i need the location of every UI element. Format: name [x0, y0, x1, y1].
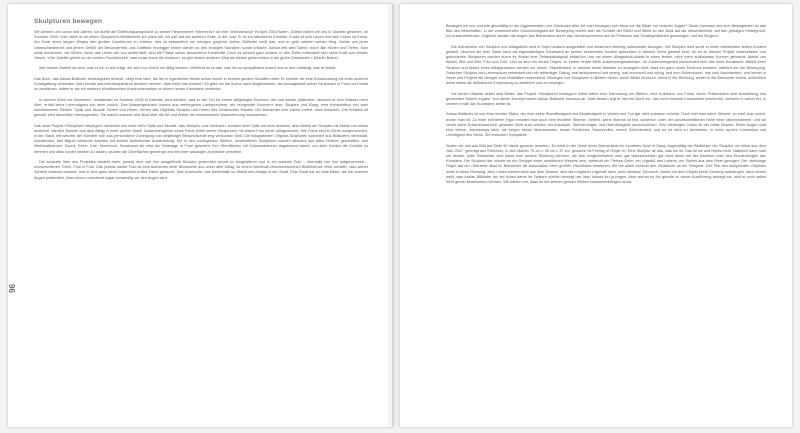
paragraph: Wer keinen Zweifel an dem, was er tut, in sich trägt, der wird zur Größe nie fähig werden. Vielleicht ist es das, was ihn so sympathisch macht und zu dem befähigt, was er leistet.	[39, 66, 337, 71]
right-body-text	[446, 24, 766, 190]
chapter-title: Skulpturen bewegen	[34, 18, 103, 25]
paragraph: Bewegen wir uns erst wie geschäftig in der Agglomeration von Gebäuden aller Art oder bewegen sich etwa nur die Bilder vor unseren Augen? Diese Inversion des sich Bewegenden ist das Bild des Nebelhaften, in der zunehmenden Geschwindigkeit der Bewegung verliert sich die Schärfe der Bilder und öffnet so den Blick auf die Wesentlichkeit, auf den geistigen Hintergrund, ein Aussichtsfenster. Zugleich werden die Augen des Betrachters durch das Verschwommene auf die Präzision des Schärfgebildeten gezwungen, auf die Skulptur.	[446, 24, 766, 39]
paragraph: In seinem Werk «in Memento», entstanden im Sommer 2008 in Disentis, wird deutlich, was er will. Ein für immer stillgelegter Brunnen, der nun wieder plätschert, obschon er kein Wasser mehr führt, erhält seine Lebendigkeit von einst zurück. Das Wassergeräusch kommt aus verborgenen Lautsprechern, ein «singender Brunnen» also: Skulptur und Klang, eine Kombination von zwei künstlerischen Medien: Optik und Akustik. Sehen und Hören; Sehen des Objektes Skulptur und Hören des Geräusches Wasser. Die Betrachter sind zuerst irritiert, dann fasziniert. Die Irritation ist gewollt, wird absichtlich hervorgerufen. Sie macht unsicher und lässt über die Art und Weise der menschlichen Wahrnehmung nachdenken.	[34, 97, 368, 118]
right-page	[400, 4, 792, 427]
paragraph: Das neue Projekt «Skulpturen bewegen» verbindet nun nicht mehr Optik und Akustik, also Skulptur und Geräusch, sondern eine Optik mit einer anderen, also Abbild der Skulptur mit Abbild von etwas anderem, nämlich Szenen aus dem Alltag in einer großen Stadt. Zusammengehen eines Fotos (einer seiner Skulpturen) mit einem Foto (einer Alltagsszene). Alle Fotos sind in Zürich aufgenommen, in der Stadt, mit welcher der Künstler sich aus persönlicher Zuneigung und vieljähriger Bekanntschaft eng verbunden fühlt. Die fotografierten Original-Skulpturen stammen aus Bütikofers Werkstatt, wunderbare, fast filigran wirkende Arbeiten mit starker ästhetischer Ausstrahlung. Die in den vorliegenden Bildern, verarbeiteten Skulpturen wurden allesamt aus alten Hölzern geschaffen, aus Weißmattstücker. Esche, Eiche, Erle, Kirschholz, Nussbaum sie wird die Vorlesage in Form gebracht, ihre Oberflächen mit Schwarzbrenner abgebrannt waren, um allen Kanten die Schärfe zu nehmen und alles runder werden zu lassen, wurden die Oberflächen geneinigt und mit einer wässrigen Acrylfarbe versehen.	[34, 123, 368, 154]
left-body-text	[34, 30, 368, 186]
paragraph: Die neuen Objekte selbst sind Bilder; das Projekt «Skulpturen bewegen» liefert daher eine Sammlung von Bildern, eine Kollektion von Fotos, deren Präsentation eine Ausstellung von gerahmten Bildern ergäbe. Von dieser Konzept wacht Adrian Bütikofer bewusst ab. Statt dessen legt er hier ein Buch vor, das nicht einzelne Kunstwerke beschreibt, vielmehr in seiner Art, in seinem Inhalt das Kunstwerk selbst ist.	[446, 91, 766, 107]
paragraph: Wir kennen uns schon seit Jahren. Ich durfte die Eröffnungsansprache zu seiner Filmpremiere «Memento» an eine Veränderung» im April 2004 halten. Zuletzt haben wir uns in Disentis gesehen, im Sommer 2009. Dort nahm er an einem Skulpturen-Wettbewerb zur place teil, ich saß auf der anderen Seite, in der Jury. Er ist ein talentierter Künstler, Kunst ist sein Leben und sein Leben ist Kunst. Am Ende eines langen Weges den großen Durchbruch zu erleben, das ist bekanntlich nur wenigen gegönnt. Adrian Bütikofer weiß das, und er geht unbeirrt seinen Weg. Nichts von jener Unbeschiedenheit und jenem Gefühl der Besonderheit, das Gottfried Honegger immer wieder an den heutigen Künstlern scharf kritisiert. Adrian lebt sein Talent, durch alle Höhen und Tiefen. Man sollte annehmen, die Höhen, wenn das Leben wie von selbst läuft, sind die Phase seiner besonderen Kreativität. Doch es scheint ganz anders: In den Tiefen entwickelt sich seine Kraft zum kreativ Neuen. «Der Zweifel gehört zu der echten Fruchtbarkeit, man muss durch die hindurch, es gibt keinen anderen Weg als diesen gefahrvollen in die große Gewissheit.» (Martin Buber)	[34, 30, 368, 61]
paragraph: Adrian Bütikofer ist von eher leichter Statur, der man seine Standfestigkeit und Beständigkeit in Wollen und Tun gar nicht zutrauen möchte. Doch hört man seine Stimme, so weiß man sofort, woran man ist. Zu einer leichteren Figur erwartet man auch eine leichtere Stimme. Gefehlt, seine Stimme ist fest, sicherlich unter der durchschnittlichen Höhe einer Männerstimme, und sie vereilt seine Entschlossenheit, gesetzte Ziele auch wirklich mit Ausdauer, Stehvermögen und Hartnäckigkeit durchzusetzen. Sein bisheriges Leben ist der beste Beweis. Seine Augen sind eher kleiner, keineswegs klein, sie zeigen etwas Verschmitztes, etwas Fröhliches, Humorvolles, innere Zufriedenheit; und es ist nicht zu übersehen, in ihnen spricht Lebenslust und Leichtigkeit des Seins. Sie erwecken Sympathie.	[446, 112, 766, 138]
book-spread	[8, 4, 792, 427]
paragraph: Wollen wir uns das Bild auf Seite 40 etwas genauer ansehen. Es setzt in der Seele eines Betrachters ein munteres Spiel in Gang. Augenfällig der Bildkörper der Skulptur, ein Werk aus dem Jahr 2007, gefertigt aus Erlenholz, in den Maßen 75 cm x 30 cm x 37 cm, genannt «A Feeling of Origin II». Eine Skulptur ist das, was sie ist. Das ist sie und nichts mehr. Natürlich kann man sie deuten, jeder Betrachter wird dabei eine andere Richtung nehmen, die sich möglicherweise oder gar wahrscheinlich gar nicht deckt mit der Intention oder den Empfindungen des Künstlers. Die Skulptur hier könnte an ein Gerippe eines urzeitlichen Wesens sein, vielleicht ein Tiefsee-Geier, ein Urgefäß des Lebens, ein Skelett aus dem Meer gezogen. Der dreieckige Flügel auf der Oberseite lässt im Betrachter die Assoziation einer großen Fischflosse entstehen, die vor allem erweckt den Gedanken an ein Seegeist. Der Titel des skulpturalen Objektes weist in diese Richtung: alles Leben kommt wohl aus dem Wasser, dies als möglicher Urgehalt dazu, wohl denkbar. Dennoch, wollen wir dem Objekt keine Deutung aufzwingen, denn keiner weiß, was Adrian Bütikofer bei der Arbeit daran im Tiefsten wirklich bewegt hat. Man könnte ihn ja fragen. Aber warum es ihn gerade zu dieser Ausführung bewegt hat, wird er wohl selbst nicht genau beantworten können. Wir wissen nur, dass es mit seinem ganzen Wesen zusammenhängen muss.	[446, 143, 766, 185]
paragraph: Das Buch, das Adrian Bütikofer herausgeben möchte, zeigt eine Idee, die ihn in irgendeiner Weise schon immer in seinem ganzen Schaffen leitet: Er möchte die eine Kunstrichtung mit einer anderen Kunstgattung verbinden. Man könnte das interdisziplinäres Arbeiten nennen. Was heißt das konkret? Es geht um die Suche nach Möglichkeiten, die Aussagekraft seiner Skulpturen in Form und Inhalt zu verstärken, indem er sie mit anderen künstlerischen Ausdrucksmedien zu einem neuen Kunstwerk verbindet.	[34, 76, 368, 92]
paragraph: Die Aufnahmen von Skulptur und Alltagsblick sind in Sujet bedacht ausgewählt und diesersert stimmig aufeinander bezogen. Die Skulptur wird somit in einen bestimmten festen Kontext gestellt, obschon sie ihrer Natur nach als eigenständiges Kunstwerk an keinen bestimmten Kontext gebunden, in diesem Sinne gesetzt sind. Ob es zu diesem Projekt verarbeiteten und gefundenen Skulpturen werden durch ihr Abbild ihrer Selbstständigkeit entäußert und mit einem Alltagsblick-Abbild in einen festen, nicht mehr auflösbaren Konnex gebracht: Abbild und Abbild, Bild und Bild, Foto und Foto. Und so sind ein neues Objekt, zu einem neuen Werk zusammengewachsen. Im Zusammengehen kontextuiert sich das neue Kunstwerk. Abbild einer Skulptur und Abbild eines Alltagsraumes werden zur neuen Objekteinheit, in welcher beide Abbilder so arrangiert sind, dass ein ganz neuer Eindruck entsteht, nämlich der der Bewegung. Zwischen Skulptur und Lebensraum entwickelt sich ein lebendiger Dialog, mal analysierend und streng, mal humorvoll und witzig, mal zum Schmunzeln, mal zum Nachdenken, und immer in Seele und Fingern die Neugier zum Umblättern erweckend. Bewegen von Skulpturen in Bildern hinein, durch Bilder hindurch, meist in der Richtung, weiter in die Betrachter hinein, schließlich diese selbst als ästhetische Empfindung zu berühren und zu bewegen.	[446, 44, 766, 86]
paragraph: Die konkrete Idee des Projektes besteht darin, jeweils eine von ihm ausgeführte Skulptur gestochen scharf zu fotografieren und in ein anderes Foto – ebenfalls von ihm aufgenommen – einzumontieren. Eben, Foto in Foto. Das jeweils zweite Foto ist eine Aufnahme einer Blickszene aus unser aller Alltag, zu einem nebelhaft-verschwommenen Bildeindruck «entr-schärft», also seiner Schärfe bewusst beraubt, und in eine ganz leicht bräunliche-entike Farbe getaucht. Das Unscharfe, das Nebelhafte im Abbild des Alltags in der Stadt. Eine Stadt hat so viele Bilder, die sie unseren Augen präsentiert, doss einem manchmal sogar schwindlig vor den Augen wird.	[34, 160, 368, 180]
page-number: 96	[7, 284, 16, 293]
left-page	[8, 4, 393, 427]
